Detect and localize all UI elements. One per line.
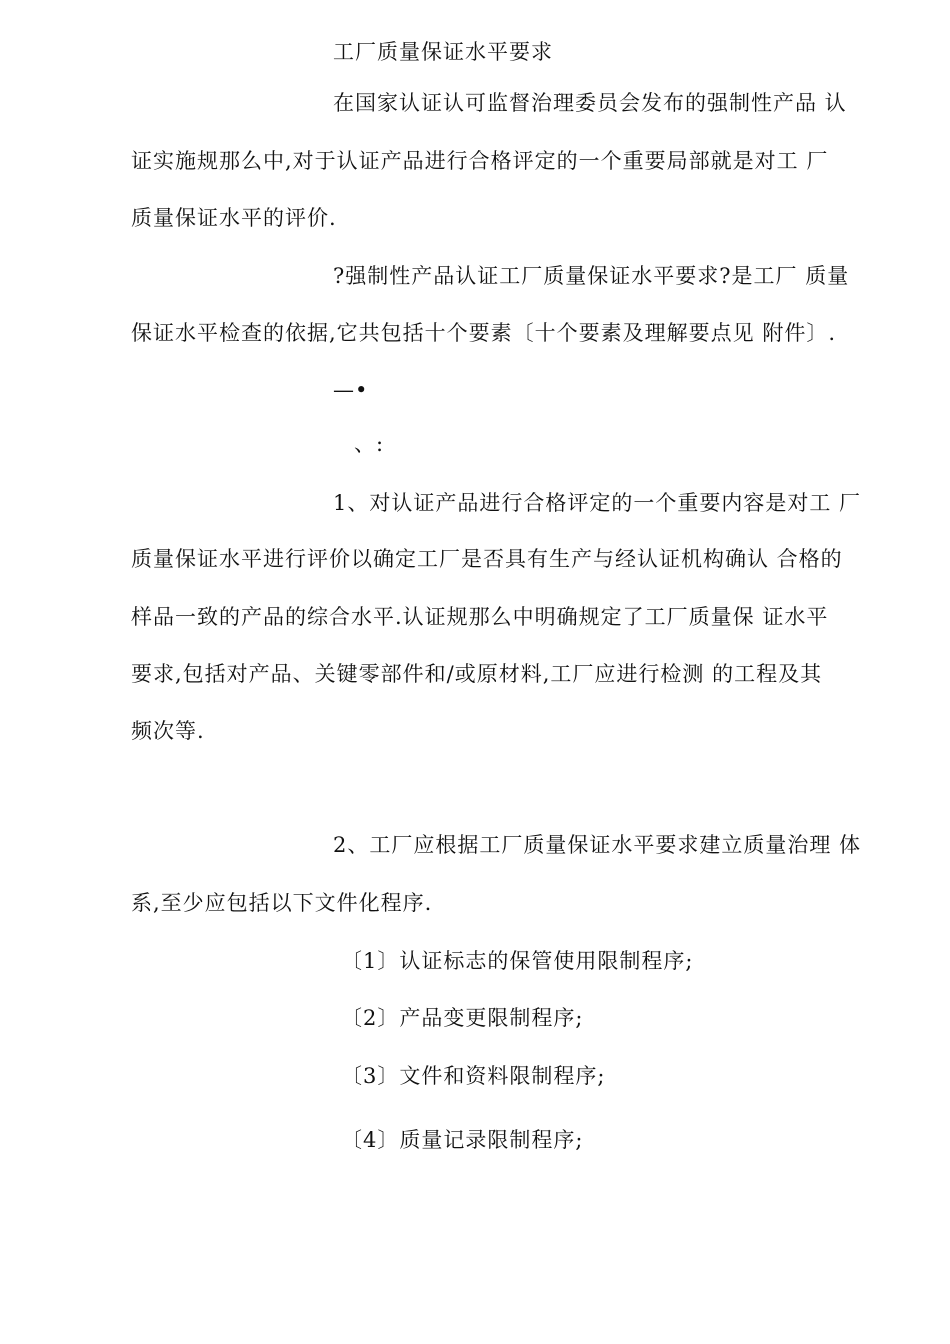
- item-1-line-2: 质量保证水平进行评价以确定工厂是否具有生产与经认证机构确认 合格的: [131, 547, 843, 571]
- item-1-line-4: 要求,包括对产品、关键零部件和/或原材料,工厂应进行检测 的工程及其: [131, 662, 823, 686]
- paragraph-1-line-3: 质量保证水平的评价.: [131, 206, 337, 230]
- procedure-item-3: 〔3〕文件和资料限制程序;: [341, 1064, 606, 1088]
- paragraph-2-line-2: 保证水平检查的依据,它共包括十个要素〔十个要素及理解要点见 附件〕.: [131, 321, 837, 345]
- procedure-item-4: 〔4〕质量记录限制程序;: [341, 1128, 584, 1152]
- item-2-line-1: 2、工厂应根据工厂质量保证水平要求建立质量治理 体: [333, 833, 862, 857]
- item-1-line-3: 样品一致的产品的综合水平.认证规那么中明确规定了工厂质量保 证水平: [131, 605, 829, 629]
- paragraph-2-line-1: ?强制性产品认证工厂质量保证水平要求?是工厂 质量: [333, 264, 850, 288]
- item-2-line-2: 系,至少应包括以下文件化程序.: [131, 891, 433, 915]
- item-1-line-1: 1、对认证产品进行合格评定的一个重要内容是对工 厂: [333, 491, 862, 515]
- paragraph-1-line-1: 在国家认证认可监督治理委员会发布的强制性产品 认: [333, 91, 847, 115]
- procedure-item-1: 〔1〕认证标志的保管使用限制程序;: [341, 949, 694, 973]
- fragment-comma-colon: 、:: [354, 432, 385, 456]
- fragment-dash-bullet: —•: [333, 378, 369, 402]
- item-1-line-5: 频次等.: [131, 719, 205, 743]
- paragraph-1-line-2: 证实施规那么中,对于认证产品进行合格评定的一个重要局部就是对工 厂: [131, 149, 829, 173]
- procedure-item-2: 〔2〕产品变更限制程序;: [341, 1006, 584, 1030]
- document-title: 工厂质量保证水平要求: [333, 40, 553, 64]
